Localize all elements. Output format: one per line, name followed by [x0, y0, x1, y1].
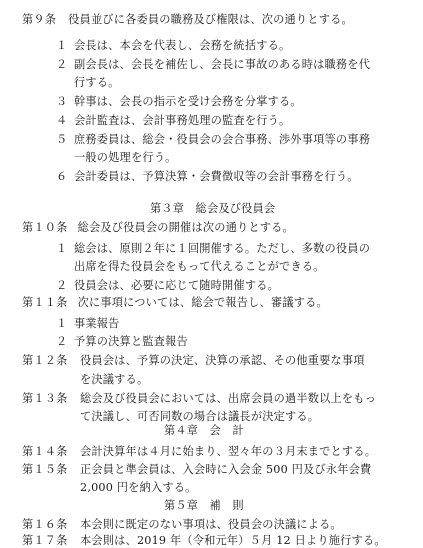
item-text: 役員会は、必要に応じて随時開催する。: [74, 279, 279, 292]
article-11-text: 次に事項については、総会で報告し、審議する。: [77, 296, 328, 309]
article-12-line-2: を決議する。: [80, 373, 149, 386]
article-10-text: 総会及び役員会の開催は次の通りとする。: [77, 221, 294, 234]
chapter-5-heading: 第５章 補 則: [164, 499, 244, 512]
item-text: 庶務委員は、総会・役員会の会合事務、渉外事項等の事務: [74, 133, 371, 146]
item-text: 出席を得た役員会をもって代えることができる。: [74, 260, 325, 273]
item-text: 会計委員は、予算決算・会費徴収等の会計事務を行う。: [74, 170, 359, 183]
article-16-line-1: 本会則に既定のない事項は、役員会の決議による。: [80, 518, 342, 531]
article-15-line-1: 正会員と準会員は、入会時に入会金 500 円及び永年会費: [80, 463, 372, 476]
article-13-line-2: て決議し、可否同数の場合は議長が決定する。: [80, 410, 320, 423]
item-text: 会長は、本会を代表し、会務を統括する。: [74, 39, 291, 52]
chapter-4-heading: 第４章 会 計: [164, 424, 244, 437]
item-number: １: [56, 242, 68, 255]
item-text: 総会は、原則２年に１回開催する。ただし、多数の役員の: [74, 242, 371, 255]
item-text: 幹事は、会長の指示を受け会務を分掌する。: [74, 95, 302, 108]
item-text: 事業報告: [74, 317, 120, 330]
article-14-line-1: 会計決算年は４月に始まり、翌々年の３月末までとする。: [80, 445, 377, 458]
article-13-label: 第１３条: [22, 392, 68, 405]
item-number: ２: [56, 279, 68, 292]
article-15-line-2: 2,000 円を納入する。: [80, 481, 197, 494]
item-number: ５: [56, 133, 68, 146]
item-number: ６: [56, 170, 68, 183]
article-17-label: 第１７条: [22, 534, 68, 547]
article-12-line-1: 役員会は、予算の決定、決算の承認、その他重要な事項: [80, 354, 365, 367]
item-text: 予算の決算と監査報告: [74, 335, 188, 348]
item-number: ３: [56, 95, 68, 108]
article-10-label: 第１０条: [22, 221, 68, 234]
item-text: 会計監査は、会計事務処理の監査を行う。: [74, 114, 291, 127]
article-11-label: 第１１条: [22, 296, 68, 309]
article-15-label: 第１５条: [22, 463, 68, 476]
article-12-label: 第１２条: [22, 354, 68, 367]
item-text: 副会長は、会長を補佐し、会長に事故のある時は職務を代: [74, 58, 371, 71]
item-number: ４: [56, 114, 68, 127]
article-14-label: 第１４条: [22, 445, 68, 458]
item-number: １: [56, 317, 68, 330]
article-16-label: 第１６条: [22, 518, 68, 531]
article-9-text: 役員並びに各委員の職務及び権限は、次の通りとする。: [68, 13, 353, 26]
article-17-line-1: 本会則は、2019 年（令和元年）５月 12 日より施行する。: [80, 534, 386, 547]
item-text: 行する。: [74, 76, 120, 89]
article-9-label: 第９条: [22, 13, 57, 26]
item-number: ２: [56, 58, 68, 71]
article-13-line-1: 総会及び役員会においては、出席会員の過半数以上をもっ: [80, 392, 377, 405]
chapter-3-heading: 第３章 総会及び役員会: [150, 202, 276, 215]
item-number: ２: [56, 335, 68, 348]
item-text: 一般の処理を行う。: [74, 151, 177, 164]
item-number: １: [56, 39, 68, 52]
